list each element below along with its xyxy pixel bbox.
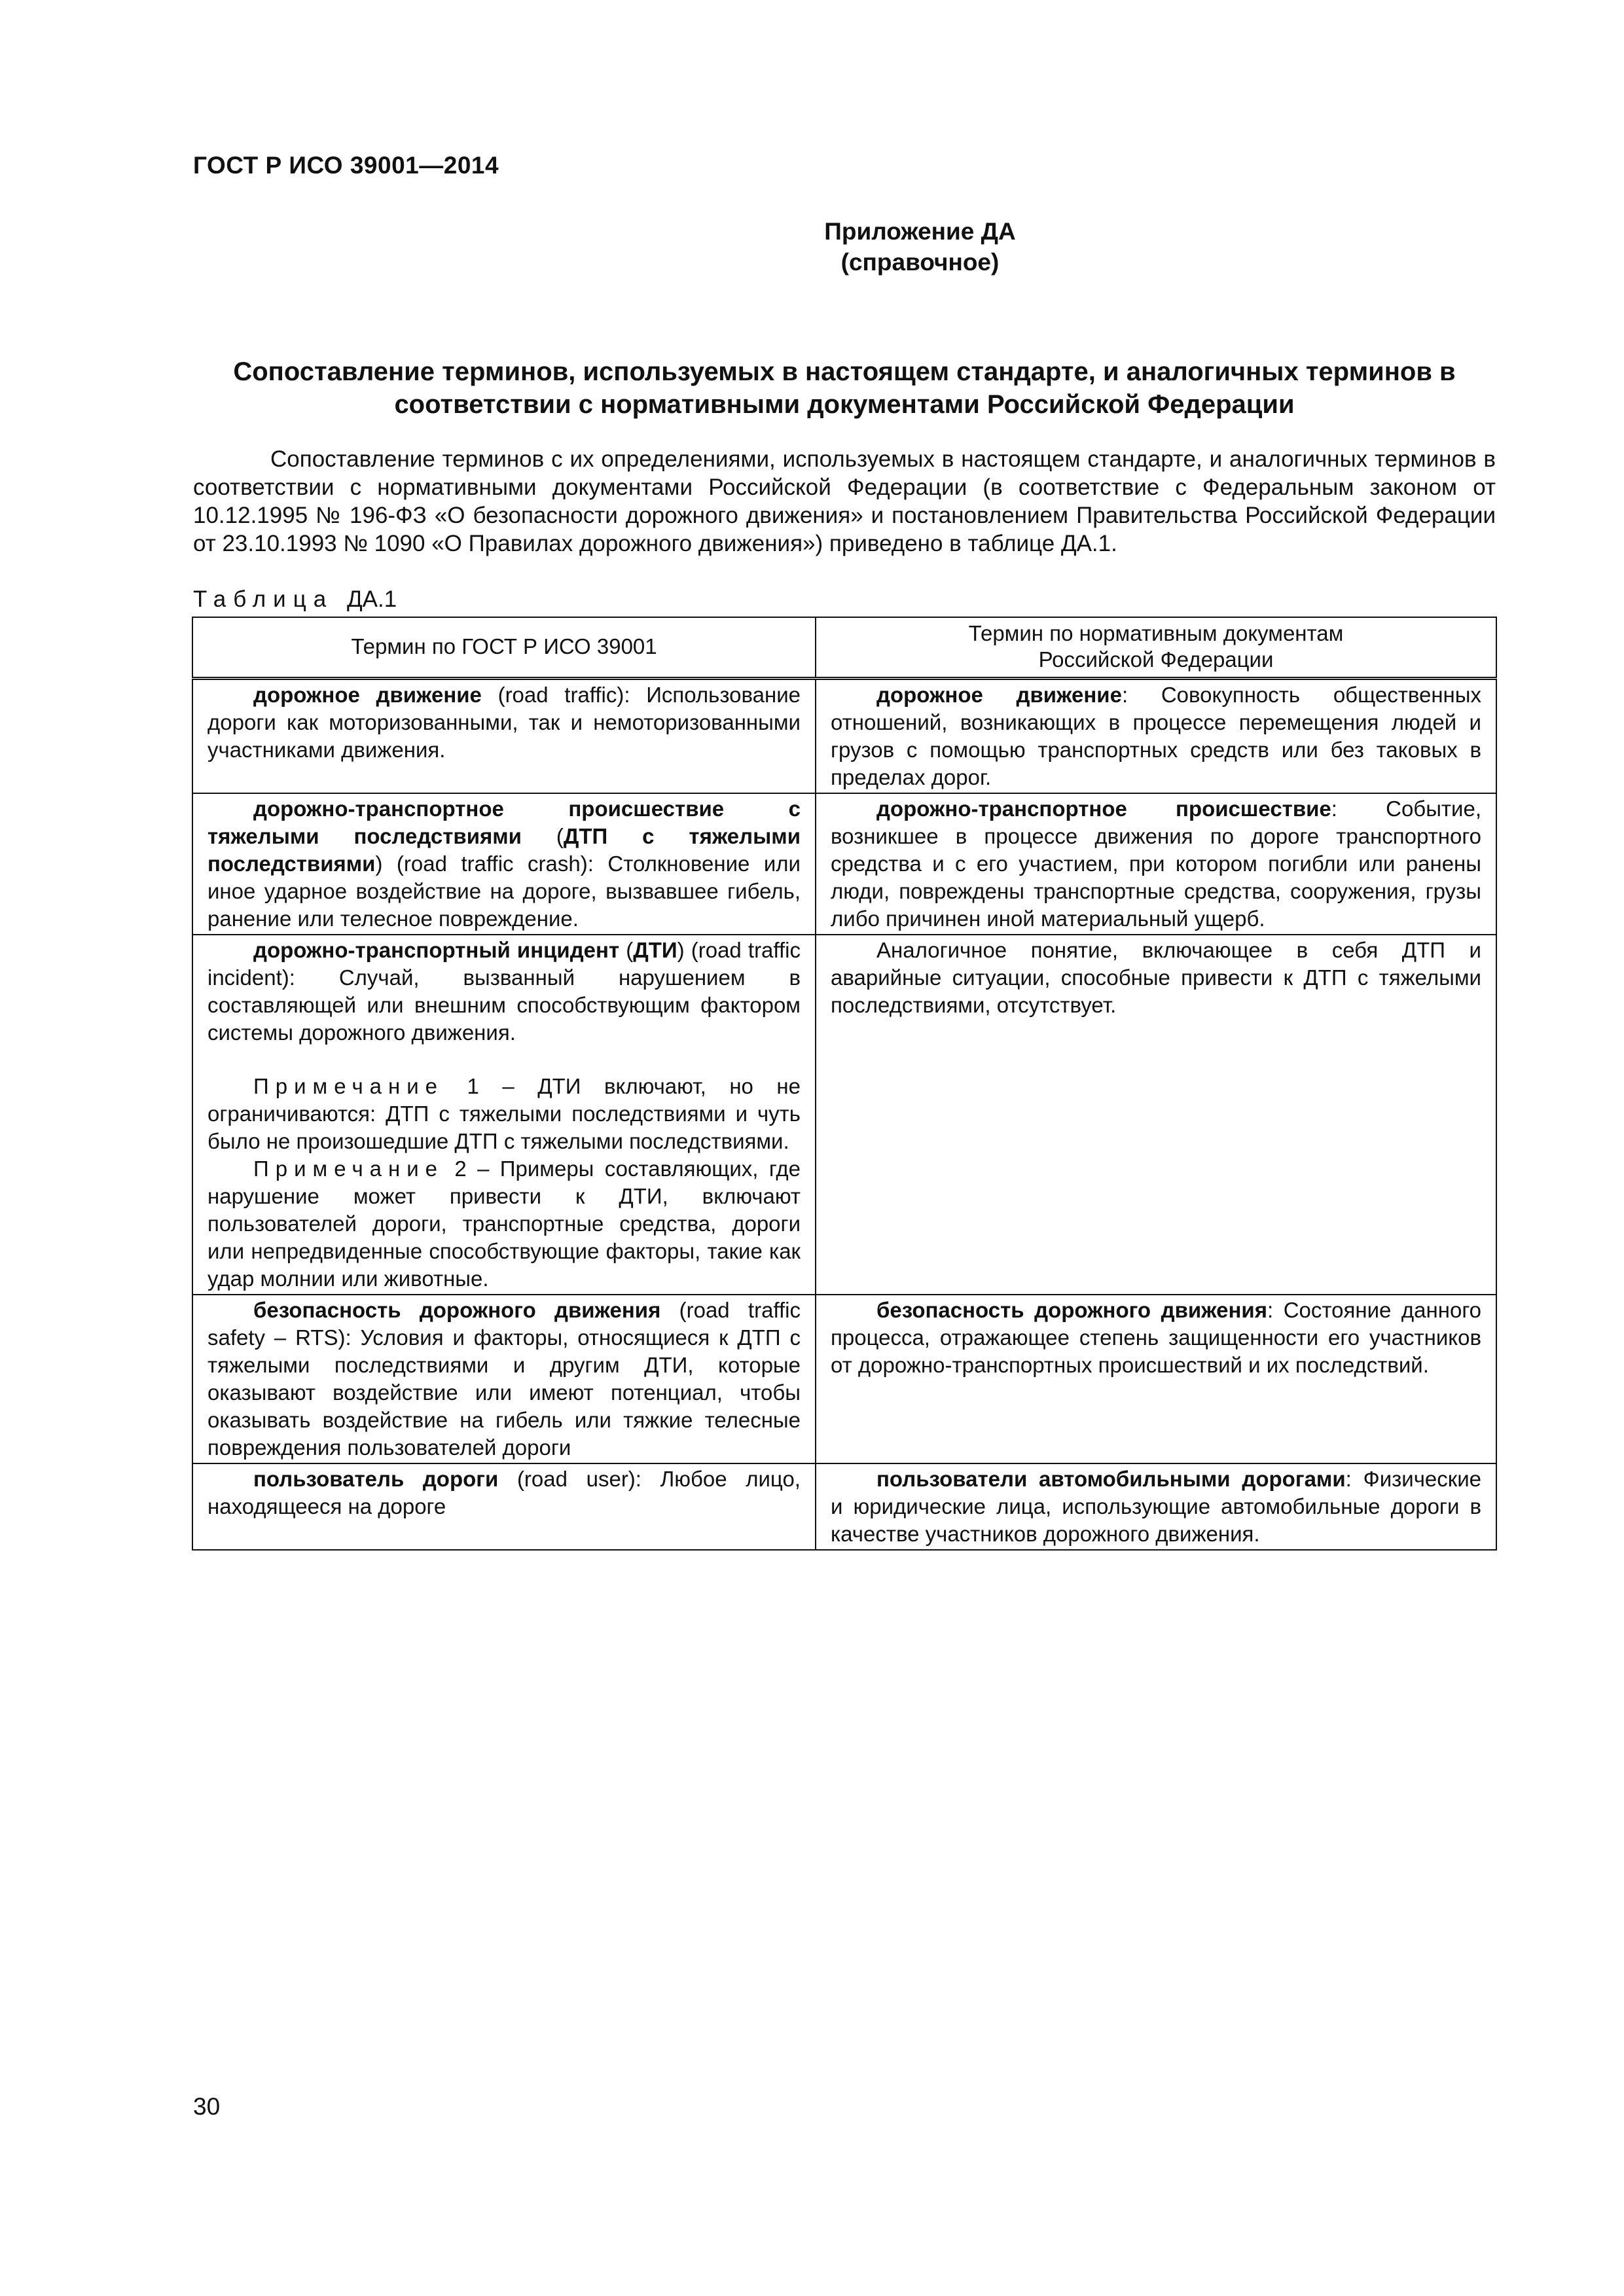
document-title-line-2: соответствии с нормативными документами Российской Федерации — [394, 390, 1295, 419]
table-cell-gost — [192, 1295, 816, 1463]
note-label: Примечание — [253, 1157, 444, 1181]
table-row — [192, 793, 1496, 935]
term-text: (road traffic safety – RTS): Условия и факторы, относящиеся к ДТП с тяжелыми последствиями и другим ДТИ, которые оказывают воздействие или имеют потенциал, чтобы оказывать воздействие на гибель или тяжкие телесные повреждения пользователей дороги — [208, 1298, 801, 1460]
table-row — [192, 679, 1496, 794]
term-definition — [208, 937, 801, 1047]
appendix-type: (справочное) — [840, 249, 1000, 276]
note-text: 2 – Примеры составляющих, где нарушение может привести к ДТИ, включают пользователей дороги, транспортные средства, дороги или непредвиденные способствующие факторы, такие как удар молнии или животные. — [208, 1157, 801, 1291]
term-note-1 — [208, 1073, 801, 1155]
term-definition — [831, 795, 1481, 933]
note-text: 1 – ДТИ включают, но не ограничиваются: ДТП с тяжелыми последствиями и чуть было не произошедшие ДТП с тяжелыми последствиями. — [208, 1074, 801, 1153]
table-row — [192, 1463, 1496, 1550]
table-header-row — [192, 617, 1496, 679]
table-caption-number: ДА.1 — [346, 586, 397, 612]
term-name: дорожно-транспортное происшествие с тяжелыми последствиями — [208, 797, 801, 848]
table-cell-gost — [192, 1463, 816, 1550]
column-header-rf: Термин по нормативным документам Российской Федерации — [816, 617, 1496, 679]
column-header-gost: Термин по ГОСТ Р ИСО 39001 — [192, 617, 816, 679]
term-definition: Аналогичное понятие, включающее в себя ДТП и аварийные ситуации, способные привести к ДТП с тяжелыми последствиями, отсутствует. — [831, 938, 1481, 1017]
document-designation: ГОСТ Р ИСО 39001—2014 — [193, 152, 499, 179]
term-text: : Событие, возникшее в процессе движения по дороге транспортного средства и с его участием, при котором погибли или ранены люди, повреждены транспортные средства, сооружения, грузы либо причинен иной материальный ущерб. — [831, 797, 1481, 931]
table-cell-rf — [816, 793, 1496, 935]
term-abbreviation: ДТИ — [633, 938, 677, 962]
table-cell-gost — [192, 679, 816, 794]
term-name: дорожное движение — [876, 683, 1122, 707]
term-name: дорожное движение — [253, 683, 482, 707]
term-note-2 — [208, 1155, 801, 1293]
term-name: пользователи автомобильными дорогами — [876, 1467, 1346, 1491]
note-label: Примечание — [253, 1074, 444, 1098]
term-text: : Физические и юридические лица, использующие автомобильные дороги в качестве участников дорожного движения. — [831, 1467, 1481, 1546]
table-cell-gost — [192, 793, 816, 935]
term-text: : Состояние данного процесса, отражающее степень защищенности его участников от дорожно-транспортных происшествий и их последствий. — [831, 1298, 1481, 1377]
term-definition — [831, 681, 1481, 791]
term-definition — [208, 1297, 801, 1462]
term-abbreviation: ДТП с тяжелыми последствиями — [208, 824, 801, 876]
terms-table — [192, 617, 1497, 1551]
term-text: ) (road traffic incident): Случай, вызванный нарушением в составляющей или внешним способствующим фактором системы дорожного движения. — [208, 938, 801, 1045]
table-caption-label: Таблица — [193, 586, 334, 612]
intro-paragraph: Сопоставление терминов с их определениями, используемых в настоящем стандарте, и аналогичных терминов в соответствии с нормативными документами Российской Федерации (в соответствие с Федеральным законом от 10.12.1995 № 196-ФЗ «О безопасности дорожного движения» и постановлением Правительства Российской Федерации от 23.10.1993 № 1090 «О Правилах дорожного движения») приведено в таблице ДА.1. — [193, 446, 1496, 556]
term-text: (road traffic): Использование дороги как моторизованными, так и немоторизованными участниками движения. — [208, 683, 801, 762]
term-definition — [831, 1465, 1481, 1548]
term-punctuation: ( — [619, 938, 634, 962]
term-text: ) (road traffic crash): Столкновение или иное ударное воздействие на дороге, вызвавшее гибель, ранение или телесное повреждение. — [208, 852, 801, 931]
term-definition — [208, 795, 801, 933]
table-row — [192, 1295, 1496, 1463]
document-title-line-1: Сопоставление терминов, используемых в настоящем стандарте, и аналогичных терминов в — [233, 357, 1456, 386]
term-name: дорожно-транспортный инцидент — [253, 938, 620, 962]
term-text: : Совокупность общественных отношений, возникающих в процессе перемещения людей и грузов с помощью транспортных средств или без таковых в пределах дорог. — [831, 683, 1481, 789]
page-number: 30 — [193, 2093, 221, 2120]
term-definition — [208, 1465, 801, 1520]
term-text: (road user): Любое лицо, находящееся на дороге — [208, 1467, 801, 1518]
table-cell-rf — [816, 1295, 1496, 1463]
table-cell-rf — [816, 935, 1496, 1295]
term-name: безопасность дорожного движения — [876, 1298, 1267, 1322]
term-definition — [208, 681, 801, 764]
table-cell-rf — [816, 679, 1496, 794]
table-caption — [193, 586, 397, 613]
table-cell-gost — [192, 935, 816, 1295]
term-definition — [831, 1297, 1481, 1379]
term-punctuation: ( — [521, 824, 564, 848]
table-cell-rf — [816, 1463, 1496, 1550]
term-name: пользователь дороги — [253, 1467, 499, 1491]
term-name: дорожно-транспортное происшествие — [876, 797, 1331, 821]
appendix-title: Приложение ДА — [824, 218, 1016, 245]
appendix-heading — [0, 216, 1624, 278]
table-row — [192, 935, 1496, 1295]
document-title — [196, 355, 1492, 421]
term-name: безопасность дорожного движения — [253, 1298, 661, 1322]
